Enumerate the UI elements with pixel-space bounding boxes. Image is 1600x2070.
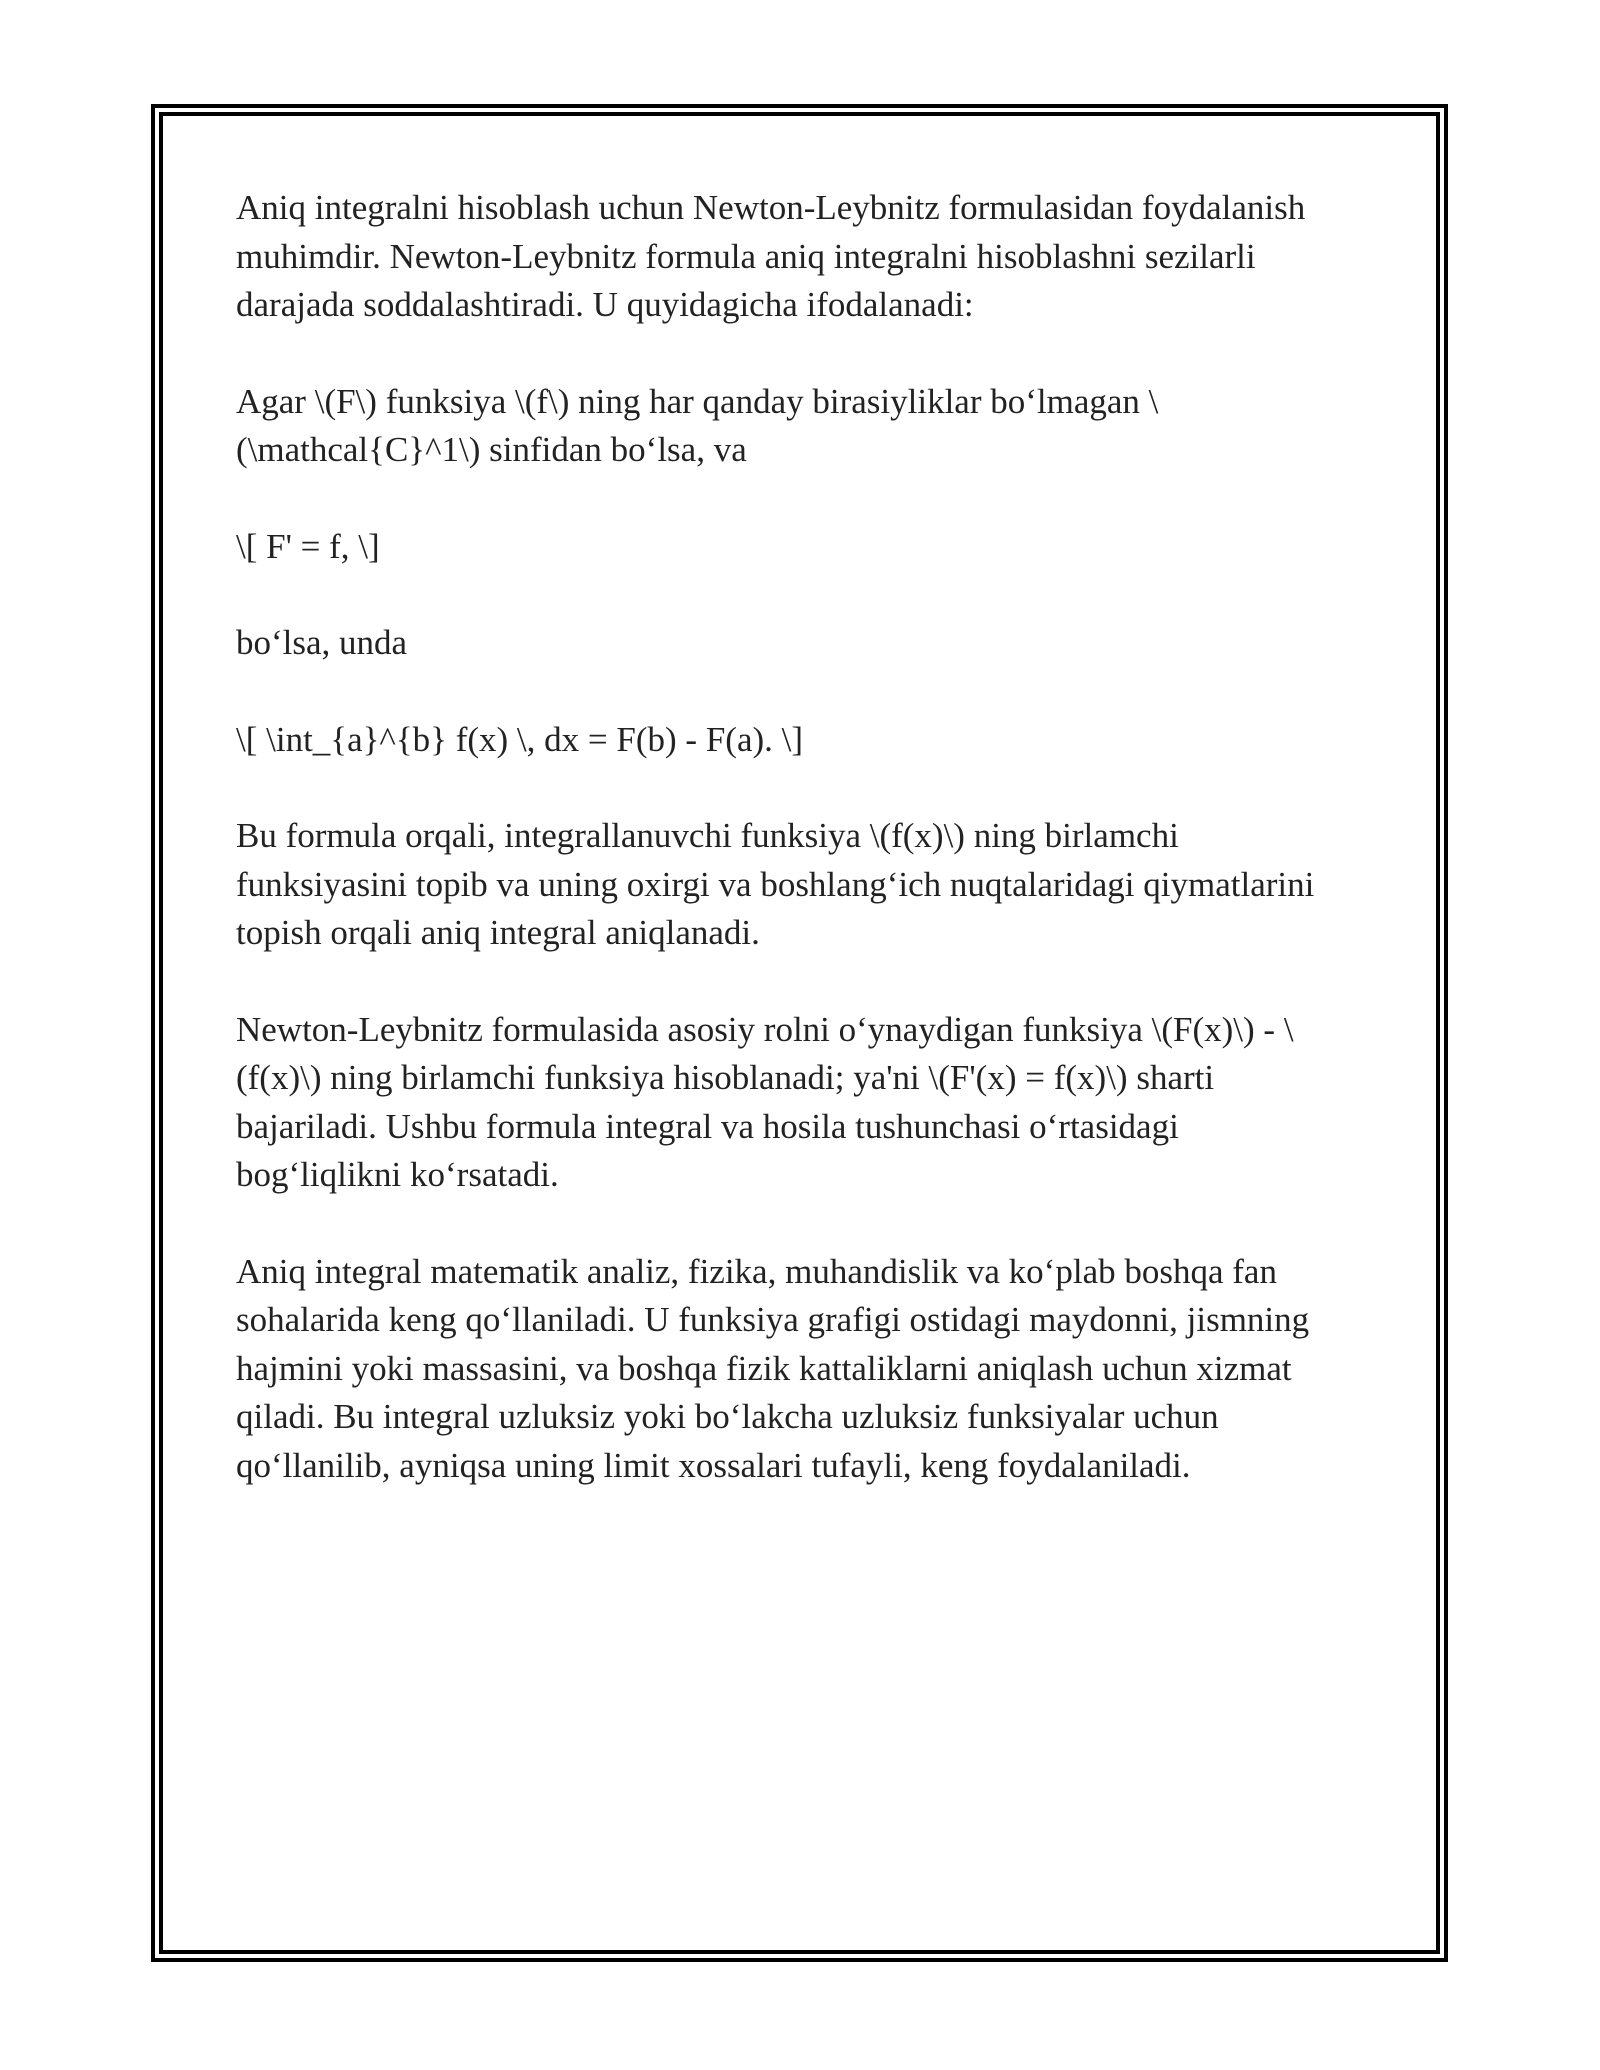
paragraph-explanation: Bu formula orqali, integrallanuvchi funksiya \(f(x)\) ning birlamchi funksiyasini topib va uning oxirgi va boshlang‘ich nuqtalaridagi qiymatlarini topish orqali aniq integral aniqlanadi.	[236, 816, 1315, 952]
formula-derivative: \[ F' = f, \]	[236, 526, 380, 566]
paragraph-antiderivative: Newton-Leybnitz formulasida asosiy rolni o‘ynaydigan funksiya \(F(x)\) - \ (f(x)\) ning birlamchi funksiya hisoblanadi; ya'ni \(F'(x) = f(x)\) sharti bajariladi. Ushbu formula integral va hosila tushunchasi o‘rtasidagi bog‘liqlikni ko‘rsatadi.	[236, 1009, 1294, 1194]
paragraph-applications: Aniq integral matematik analiz, fizika, muhandislik va ko‘plab boshqa fan sohalarida keng qo‘llaniladi. U funksiya grafigi ostidagi maydonni, jismning hajmini yoki massasini, va boshqa fizik kattaliklarni aniqlash uchun xizmat qiladi. Bu integral uzluksiz yoki bo‘lakcha uzluksiz funksiyalar uchun qo‘llanilib, ayniqsa uning limit xossalari tufayli, keng foydalaniladi.	[236, 1251, 1310, 1485]
paragraph-then: bo‘lsa, unda	[236, 623, 408, 662]
document-body	[236, 184, 1396, 1538]
paragraph-condition: Agar \(F\) funksiya \(f\) ning har qanday birasiyliklar bo‘lmagan \ (\mathcal{C}^1\) sinfidan bo‘lsa, va	[236, 381, 1159, 469]
formula-integral: \[ \int_{a}^{b} f(x) \, dx = F(b) - F(a). \]	[236, 719, 804, 759]
paragraph-intro: Aniq integralni hisoblash uchun Newton-Leybnitz formulasidan foydalanish muhimdir. Newton-Leybnitz formula aniq integralni hisoblashni sezilarli darajada soddalashtiradi. U quyidagicha ifodalanadi:	[236, 188, 1306, 324]
